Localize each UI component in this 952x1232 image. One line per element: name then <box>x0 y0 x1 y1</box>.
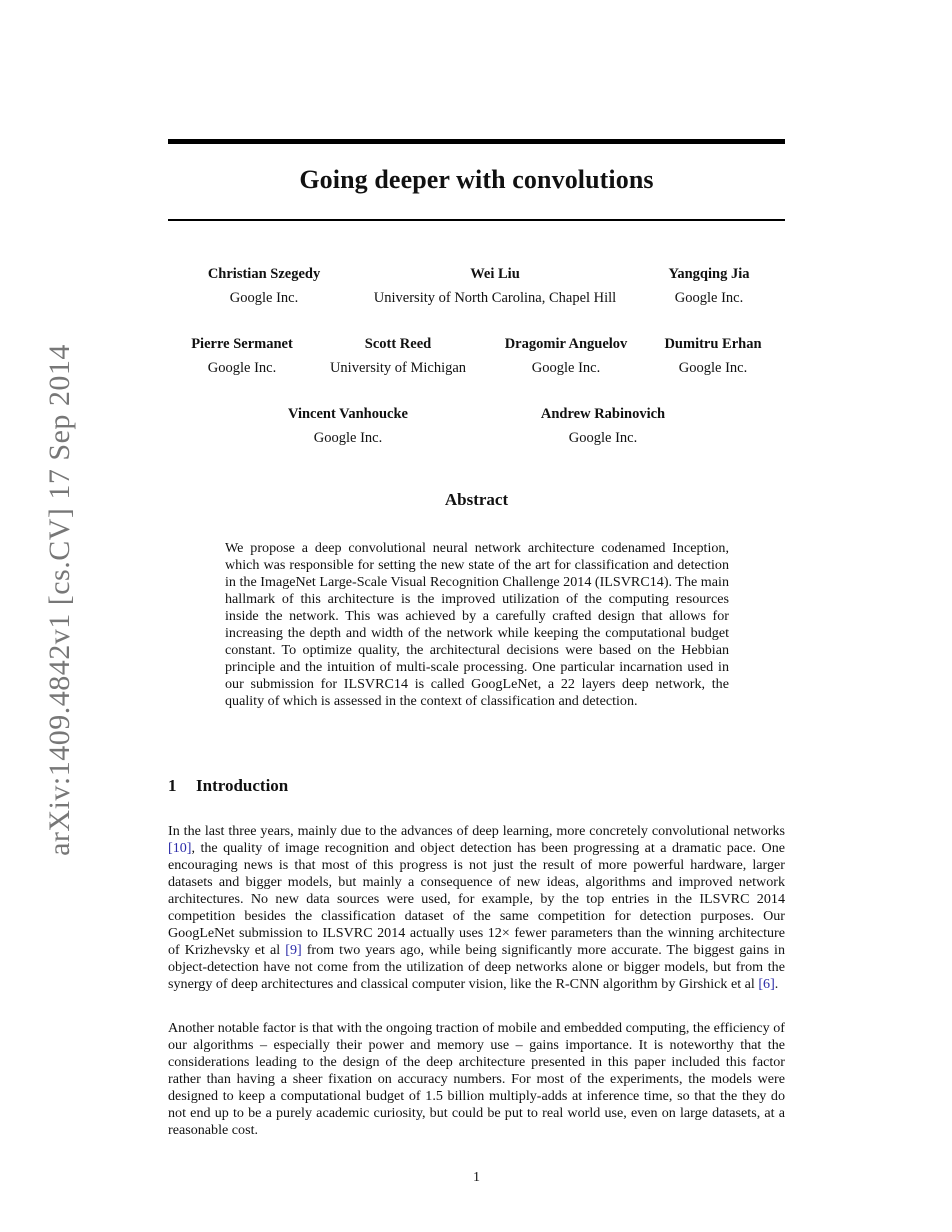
author-affiliation: Google Inc. <box>678 360 748 376</box>
author-affiliation: University of Michigan <box>329 360 467 376</box>
author-affiliation: University of North Carolina, Chapel Hill <box>373 290 617 306</box>
author-affiliation: Google Inc. <box>313 430 383 446</box>
paragraph-text: In the last three years, mainly due to the advances of deep learning, more concretely convolutional networks <box>168 823 785 839</box>
author-block <box>218 402 478 450</box>
author-affiliation: Google Inc. <box>207 360 277 376</box>
author-name: Scott Reed <box>364 336 432 352</box>
author-name: Vincent Vanhoucke <box>288 406 408 422</box>
citation-link[interactable]: [6] <box>758 976 775 992</box>
citation-link[interactable]: [10] <box>168 840 192 856</box>
author-block <box>579 262 839 310</box>
author-affiliation: Google Inc. <box>531 360 601 376</box>
abstract-text: We propose a deep convolutional neural network architecture codenamed Inception, which was responsible for setting the new state of the art for classification and detection in the ImageNet Large-Scale Visual Recognition Challenge 2014 (ILSVRC14). The main hallmark of this architecture is the improved utilization of the computing resources inside the network. This was achieved by a carefully crafted design that allows for increasing the depth and width of the network while keeping the computational budget constant. To optimize quality, the architectural decisions were based on the Hebbian principle and the intuition of multi-scale processing. One particular incarnation used in our submission for ILSVRC14 is called GoogLeNet, a 22 layers deep network, the quality of which is assessed in the context of classification and detection. <box>225 540 729 709</box>
author-block <box>134 262 394 310</box>
author-name: Pierre Sermanet <box>191 336 293 352</box>
paragraph-text: . <box>774 976 779 992</box>
section-heading <box>168 776 288 796</box>
author-block <box>583 332 843 380</box>
intro-paragraph-2: Another notable factor is that with the ongoing traction of mobile and embedded computing, the efficiency of our algorithms – especially their power and memory use – gains importance. It is noteworthy that the considerations leading to the design of the deep architecture presented in this paper included this factor rather than having a sheer fixation on accuracy numbers. For most of the experiments, the models were designed to keep a computational budget of 1.5 billion multiply-adds at inference time, so that the they do not end up to be a purely academic curiosity, but could be put to real world use, even on large datasets, at a reasonable cost. <box>168 1020 785 1138</box>
paragraph-text: , the quality of image recognition and object detection has been progressing at a dramatic pace. One encouraging news is that most of this progress is not just the result of more powerful hardware, larger datasets and bigger models, but mainly a consequence of new ideas, algorithms and improved network architectures. No new data sources were used, for example, by the top entries in the ILSVRC 2014 competition besides the classification dataset of the same competition for detection purposes. Our GoogLeNet submission to ILSVRC 2014 actually uses 12× fewer parameters than the winning architecture of Krizhevsky et al <box>168 840 785 958</box>
arxiv-stamp: arXiv:1409.4842v1 [cs.CV] 17 Sep 2014 <box>43 344 76 856</box>
author-name: Dragomir Anguelov <box>504 336 628 352</box>
page-number: 1 <box>473 1170 480 1185</box>
author-affiliation: Google Inc. <box>229 290 299 306</box>
paragraph-text: from two years ago, while being significantly more accurate. The biggest gains in object-detection have not come from the utilization of deep networks alone or bigger models, but from the synergy of deep architectures and classical computer vision, like the R-CNN algorithm by Girshick et al <box>168 942 785 992</box>
author-name: Yangqing Jia <box>668 266 750 282</box>
citation-link[interactable]: [9] <box>285 942 302 958</box>
abstract-heading: Abstract <box>444 490 509 509</box>
author-name: Christian Szegedy <box>207 266 321 282</box>
section-number: 1 <box>168 776 177 795</box>
author-affiliation: Google Inc. <box>568 430 638 446</box>
section-title: Introduction <box>196 776 289 795</box>
author-name: Andrew Rabinovich <box>540 406 666 422</box>
author-block <box>473 402 733 450</box>
title-top-rule <box>168 139 785 144</box>
intro-paragraph-1 <box>168 823 785 993</box>
author-name: Dumitru Erhan <box>664 336 762 352</box>
author-affiliation: Google Inc. <box>674 290 744 306</box>
title-bottom-rule <box>168 219 785 221</box>
author-name: Wei Liu <box>470 266 520 282</box>
paper-title: Going deeper with convolutions <box>299 165 654 194</box>
